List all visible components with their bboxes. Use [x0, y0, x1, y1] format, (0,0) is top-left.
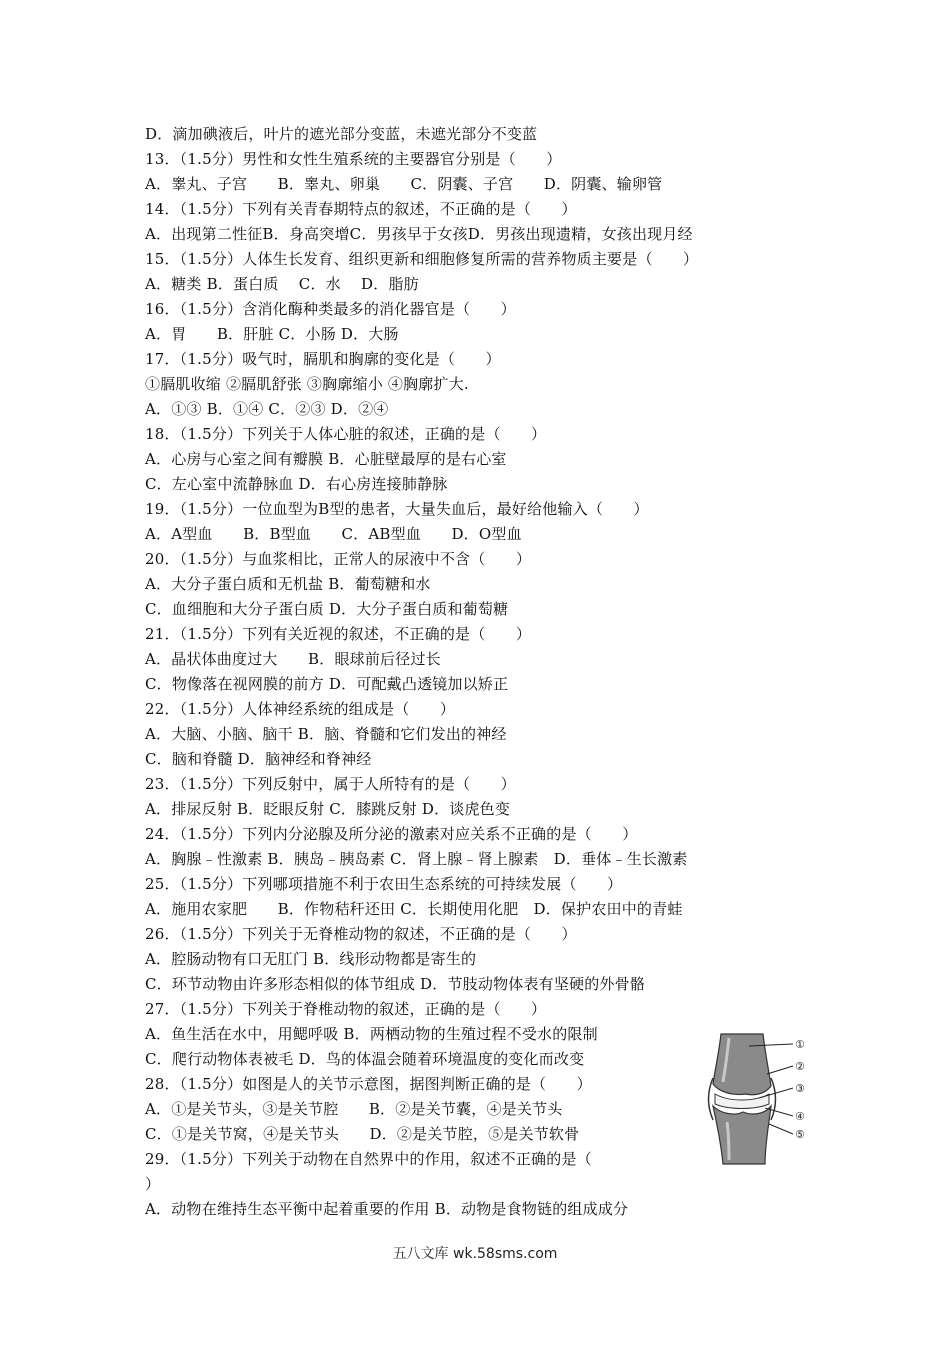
question-text: [145, 122, 785, 1222]
text-line: 26．（1.5分）下列关于无脊椎动物的叙述，不正确的是（ ）: [145, 925, 577, 943]
upper-bone: [713, 1034, 771, 1095]
joint-diagram: [705, 1032, 815, 1167]
text-line: C．①是关节窝，④是关节头 D．②是关节腔，⑤是关节软骨: [145, 1125, 580, 1143]
text-line: A．①是关节头，③是关节腔 B．②是关节囊，④是关节头: [145, 1100, 563, 1118]
figure-label-1: ①: [795, 1038, 805, 1051]
text-line: A．施用农家肥 B．作物秸秆还田 C．长期使用化肥 D．保护农田中的青蛙: [145, 900, 683, 918]
text-line: C．物像落在视网膜的前方 D．可配戴凸透镜加以矫正: [145, 675, 509, 693]
text-line: C．脑和脊髓 D．脑神经和脊神经: [145, 750, 372, 768]
text-line: A．出现第二性征B．身高突增C．男孩早于女孩D．男孩出现遗精，女孩出现月经: [145, 225, 693, 243]
figure-label-5: ⑤: [795, 1128, 805, 1141]
text-line: 22．（1.5分）人体神经系统的组成是（ ）: [145, 700, 456, 718]
text-line: 16．（1.5分）含消化酶种类最多的消化器官是（ ）: [145, 300, 516, 318]
text-line: A．腔肠动物有口无肛门 B．线形动物都是寄生的: [145, 950, 477, 968]
text-line: 28．（1.5分）如图是人的关节示意图，据图判断正确的是（ ）: [145, 1075, 592, 1093]
text-line: 15．（1.5分）人体生长发育、组织更新和细胞修复所需的营养物质主要是（ ）: [145, 250, 699, 268]
text-line: A．①③ B．①④ C．②③ D．②④: [145, 400, 389, 418]
text-line: C．环节动物由许多形态相似的体节组成 D．节肢动物体表有坚硬的外骨骼: [145, 975, 646, 993]
text-line: A．大分子蛋白质和无机盐 B．葡萄糖和水: [145, 575, 431, 593]
joint-cavity: [715, 1094, 769, 1109]
text-line: C．血细胞和大分子蛋白质 D．大分子蛋白质和葡萄糖: [145, 600, 509, 618]
text-line: ①膈肌收缩 ②膈肌舒张 ③胸廓缩小 ④胸廓扩大.: [145, 375, 469, 393]
figure-label-2: ②: [795, 1060, 805, 1073]
text-line: 19．（1.5分）一位血型为B型的患者，大量失血后，最好给他输入（ ）: [145, 500, 649, 518]
text-line: A．晶状体曲度过大 B．眼球前后径过长: [145, 650, 441, 668]
text-line: A．心房与心室之间有瓣膜 B．心脏壁最厚的是右心室: [145, 450, 507, 468]
text-line: ）: [145, 1175, 161, 1193]
text-line: 13．（1.5分）男性和女性生殖系统的主要器官分别是（ ）: [145, 150, 562, 168]
figure-label-3: ③: [795, 1082, 805, 1095]
figure-label-4: ④: [795, 1110, 805, 1123]
footer-watermark: 五八文库 wk.58sms.com: [392, 1246, 558, 1262]
text-line: A．排尿反射 B．眨眼反射 C．膝跳反射 D．谈虎色变: [145, 800, 511, 818]
text-line: 21．（1.5分）下列有关近视的叙述，不正确的是（ ）: [145, 625, 532, 643]
text-line: 17．（1.5分）吸气时，膈肌和胸廓的变化是（ ）: [145, 350, 501, 368]
lower-bone: [713, 1106, 771, 1164]
text-line: 29．（1.5分）下列关于动物在自然界中的作用，叙述不正确的是（: [145, 1150, 592, 1168]
text-line: A．胸腺﹣性激素 B．胰岛﹣胰岛素 C．肾上腺﹣肾上腺素 D．垂体﹣生长激素: [145, 850, 688, 868]
text-line: D．滴加碘液后，叶片的遮光部分变蓝，未遮光部分不变蓝: [145, 125, 538, 143]
leader-line-5: [769, 1124, 793, 1134]
text-line: C．左心室中流静脉血 D．右心房连接肺静脉: [145, 475, 448, 493]
text-line: 24．（1.5分）下列内分泌腺及所分泌的激素对应关系不正确的是（ ）: [145, 825, 638, 843]
text-line: A．胃 B．肝脏 C．小肠 D．大肠: [145, 325, 399, 343]
text-line: A．A型血 B．B型血 C．AB型血 D．O型血: [145, 525, 522, 543]
text-line: 27．（1.5分）下列关于脊椎动物的叙述，正确的是（ ）: [145, 1000, 547, 1018]
text-line: A．动物在维持生态平衡中起着重要的作用 B．动物是食物链的组成成分: [145, 1200, 629, 1218]
text-line: C．爬行动物体表被毛 D．鸟的体温会随着环境温度的变化而改变: [145, 1050, 585, 1068]
text-line: A．鱼生活在水中，用鳃呼吸 B．两栖动物的生殖过程不受水的限制: [145, 1025, 598, 1043]
text-line: 20．（1.5分）与血浆相比，正常人的尿液中不含（ ）: [145, 550, 532, 568]
text-line: 23．（1.5分）下列反射中，属于人所特有的是（ ）: [145, 775, 516, 793]
text-line: 18．（1.5分）下列关于人体心脏的叙述，正确的是（ ）: [145, 425, 547, 443]
leader-line-2: [767, 1066, 793, 1074]
text-line: 14．（1.5分）下列有关青春期特点的叙述，不正确的是（ ）: [145, 200, 577, 218]
text-line: 25．（1.5分）下列哪项措施不利于农田生态系统的可持续发展（ ）: [145, 875, 623, 893]
text-line: A．睾丸、子宫 B．睾丸、卵巢 C．阴囊、子宫 D．阴囊、输卵管: [145, 175, 663, 193]
joint-diagram-svg: [705, 1032, 815, 1167]
text-line: A．糖类 B．蛋白质 C．水 D．脂肪: [145, 275, 419, 293]
text-line: A．大脑、小脑、脑干 B．脑、脊髓和它们发出的神经: [145, 725, 507, 743]
